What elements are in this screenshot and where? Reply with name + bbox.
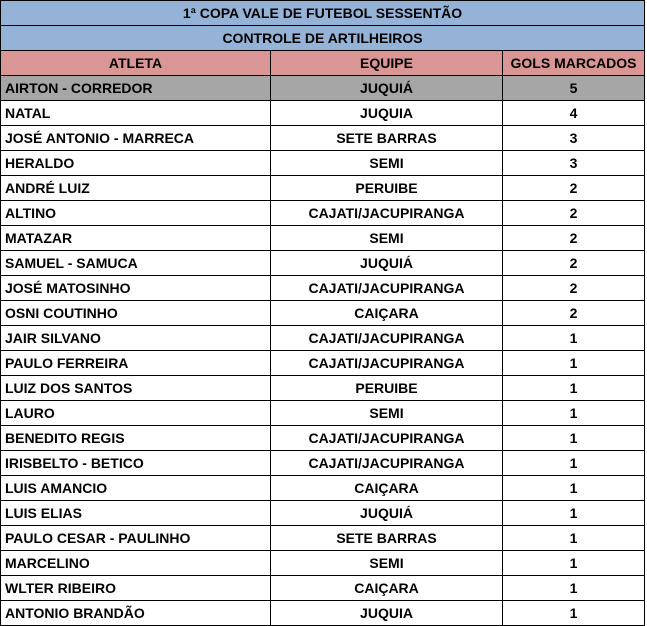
table-row (1, 376, 645, 401)
table-row (1, 576, 645, 601)
table-row (1, 451, 645, 476)
cell-atleta: LUIS ELIAS (1, 501, 271, 526)
cell-equipe: CAIÇARA (271, 476, 503, 501)
cell-equipe: PERUIBE (271, 176, 503, 201)
cell-equipe: JUQUIÁ (271, 251, 503, 276)
cell-gols: 3 (503, 126, 645, 151)
cell-atleta: PAULO CESAR - PAULINHO (1, 526, 271, 551)
cell-atleta: LUIS AMANCIO (1, 476, 271, 501)
table-row (1, 76, 645, 101)
cell-atleta: OSNI COUTINHO (1, 301, 271, 326)
cell-atleta: ANDRÉ LUIZ (1, 176, 271, 201)
table-row (1, 176, 645, 201)
table-title: 1ª COPA VALE DE FUTEBOL SESSENTÃO (1, 1, 645, 26)
table-row (1, 501, 645, 526)
cell-gols: 1 (503, 376, 645, 401)
cell-equipe: CAJATI/JACUPIRANGA (271, 426, 503, 451)
cell-gols: 1 (503, 576, 645, 601)
table-row (1, 101, 645, 126)
table-row (1, 326, 645, 351)
cell-gols: 4 (503, 101, 645, 126)
cell-gols: 1 (503, 551, 645, 576)
table-row (1, 351, 645, 376)
table-row (1, 426, 645, 451)
cell-gols: 2 (503, 226, 645, 251)
table-row (1, 601, 645, 626)
cell-atleta: JAIR SILVANO (1, 326, 271, 351)
cell-gols: 3 (503, 151, 645, 176)
cell-atleta: NATAL (1, 101, 271, 126)
cell-equipe: JUQUIA (271, 101, 503, 126)
cell-equipe: SETE BARRAS (271, 126, 503, 151)
cell-equipe: CAIÇARA (271, 576, 503, 601)
header-atleta: ATLETA (1, 51, 271, 76)
cell-equipe: CAJATI/JACUPIRANGA (271, 451, 503, 476)
cell-gols: 1 (503, 426, 645, 451)
cell-gols: 1 (503, 326, 645, 351)
cell-gols: 2 (503, 276, 645, 301)
cell-atleta: SAMUEL - SAMUCA (1, 251, 271, 276)
cell-gols: 1 (503, 476, 645, 501)
cell-equipe: CAJATI/JACUPIRANGA (271, 326, 503, 351)
cell-equipe: CAJATI/JACUPIRANGA (271, 276, 503, 301)
table-row (1, 251, 645, 276)
cell-equipe: SEMI (271, 226, 503, 251)
table-row (1, 401, 645, 426)
cell-atleta: LUIZ DOS SANTOS (1, 376, 271, 401)
cell-equipe: CAJATI/JACUPIRANGA (271, 351, 503, 376)
cell-gols: 1 (503, 526, 645, 551)
cell-atleta: ALTINO (1, 201, 271, 226)
title-row (1, 1, 645, 26)
cell-gols: 1 (503, 601, 645, 626)
table-row (1, 126, 645, 151)
cell-equipe: JUQUIÁ (271, 76, 503, 101)
cell-atleta: LAURO (1, 401, 271, 426)
cell-atleta: ANTONIO BRANDÃO (1, 601, 271, 626)
table-row (1, 276, 645, 301)
cell-atleta: BENEDITO REGIS (1, 426, 271, 451)
table-row (1, 476, 645, 501)
cell-atleta: JOSÉ MATOSINHO (1, 276, 271, 301)
table-row (1, 151, 645, 176)
table-row (1, 226, 645, 251)
table-row (1, 301, 645, 326)
cell-atleta: MARCELINO (1, 551, 271, 576)
cell-gols: 2 (503, 301, 645, 326)
cell-gols: 1 (503, 351, 645, 376)
cell-atleta: PAULO FERREIRA (1, 351, 271, 376)
cell-gols: 2 (503, 176, 645, 201)
cell-gols: 1 (503, 401, 645, 426)
cell-equipe: CAJATI/JACUPIRANGA (271, 201, 503, 226)
table-row (1, 551, 645, 576)
cell-equipe: SEMI (271, 151, 503, 176)
header-equipe: EQUIPE (271, 51, 503, 76)
cell-gols: 1 (503, 451, 645, 476)
cell-equipe: JUQUIÁ (271, 501, 503, 526)
cell-equipe: JUQUIA (271, 601, 503, 626)
table-row (1, 201, 645, 226)
cell-atleta: IRISBELTO - BETICO (1, 451, 271, 476)
table-row (1, 526, 645, 551)
cell-equipe: PERUIBE (271, 376, 503, 401)
cell-gols: 2 (503, 251, 645, 276)
cell-gols: 2 (503, 201, 645, 226)
cell-atleta: MATAZAR (1, 226, 271, 251)
header-gols: GOLS MARCADOS (503, 51, 645, 76)
cell-atleta: WLTER RIBEIRO (1, 576, 271, 601)
subtitle-row (1, 26, 645, 51)
cell-atleta: JOSÉ ANTONIO - MARRECA (1, 126, 271, 151)
cell-gols: 1 (503, 501, 645, 526)
table-subtitle: CONTROLE DE ARTILHEIROS (1, 26, 645, 51)
cell-equipe: SETE BARRAS (271, 526, 503, 551)
cell-equipe: CAIÇARA (271, 301, 503, 326)
cell-atleta: HERALDO (1, 151, 271, 176)
header-row (1, 51, 645, 76)
cell-atleta: AIRTON - CORREDOR (1, 76, 271, 101)
cell-gols: 5 (503, 76, 645, 101)
cell-equipe: SEMI (271, 551, 503, 576)
cell-equipe: SEMI (271, 401, 503, 426)
